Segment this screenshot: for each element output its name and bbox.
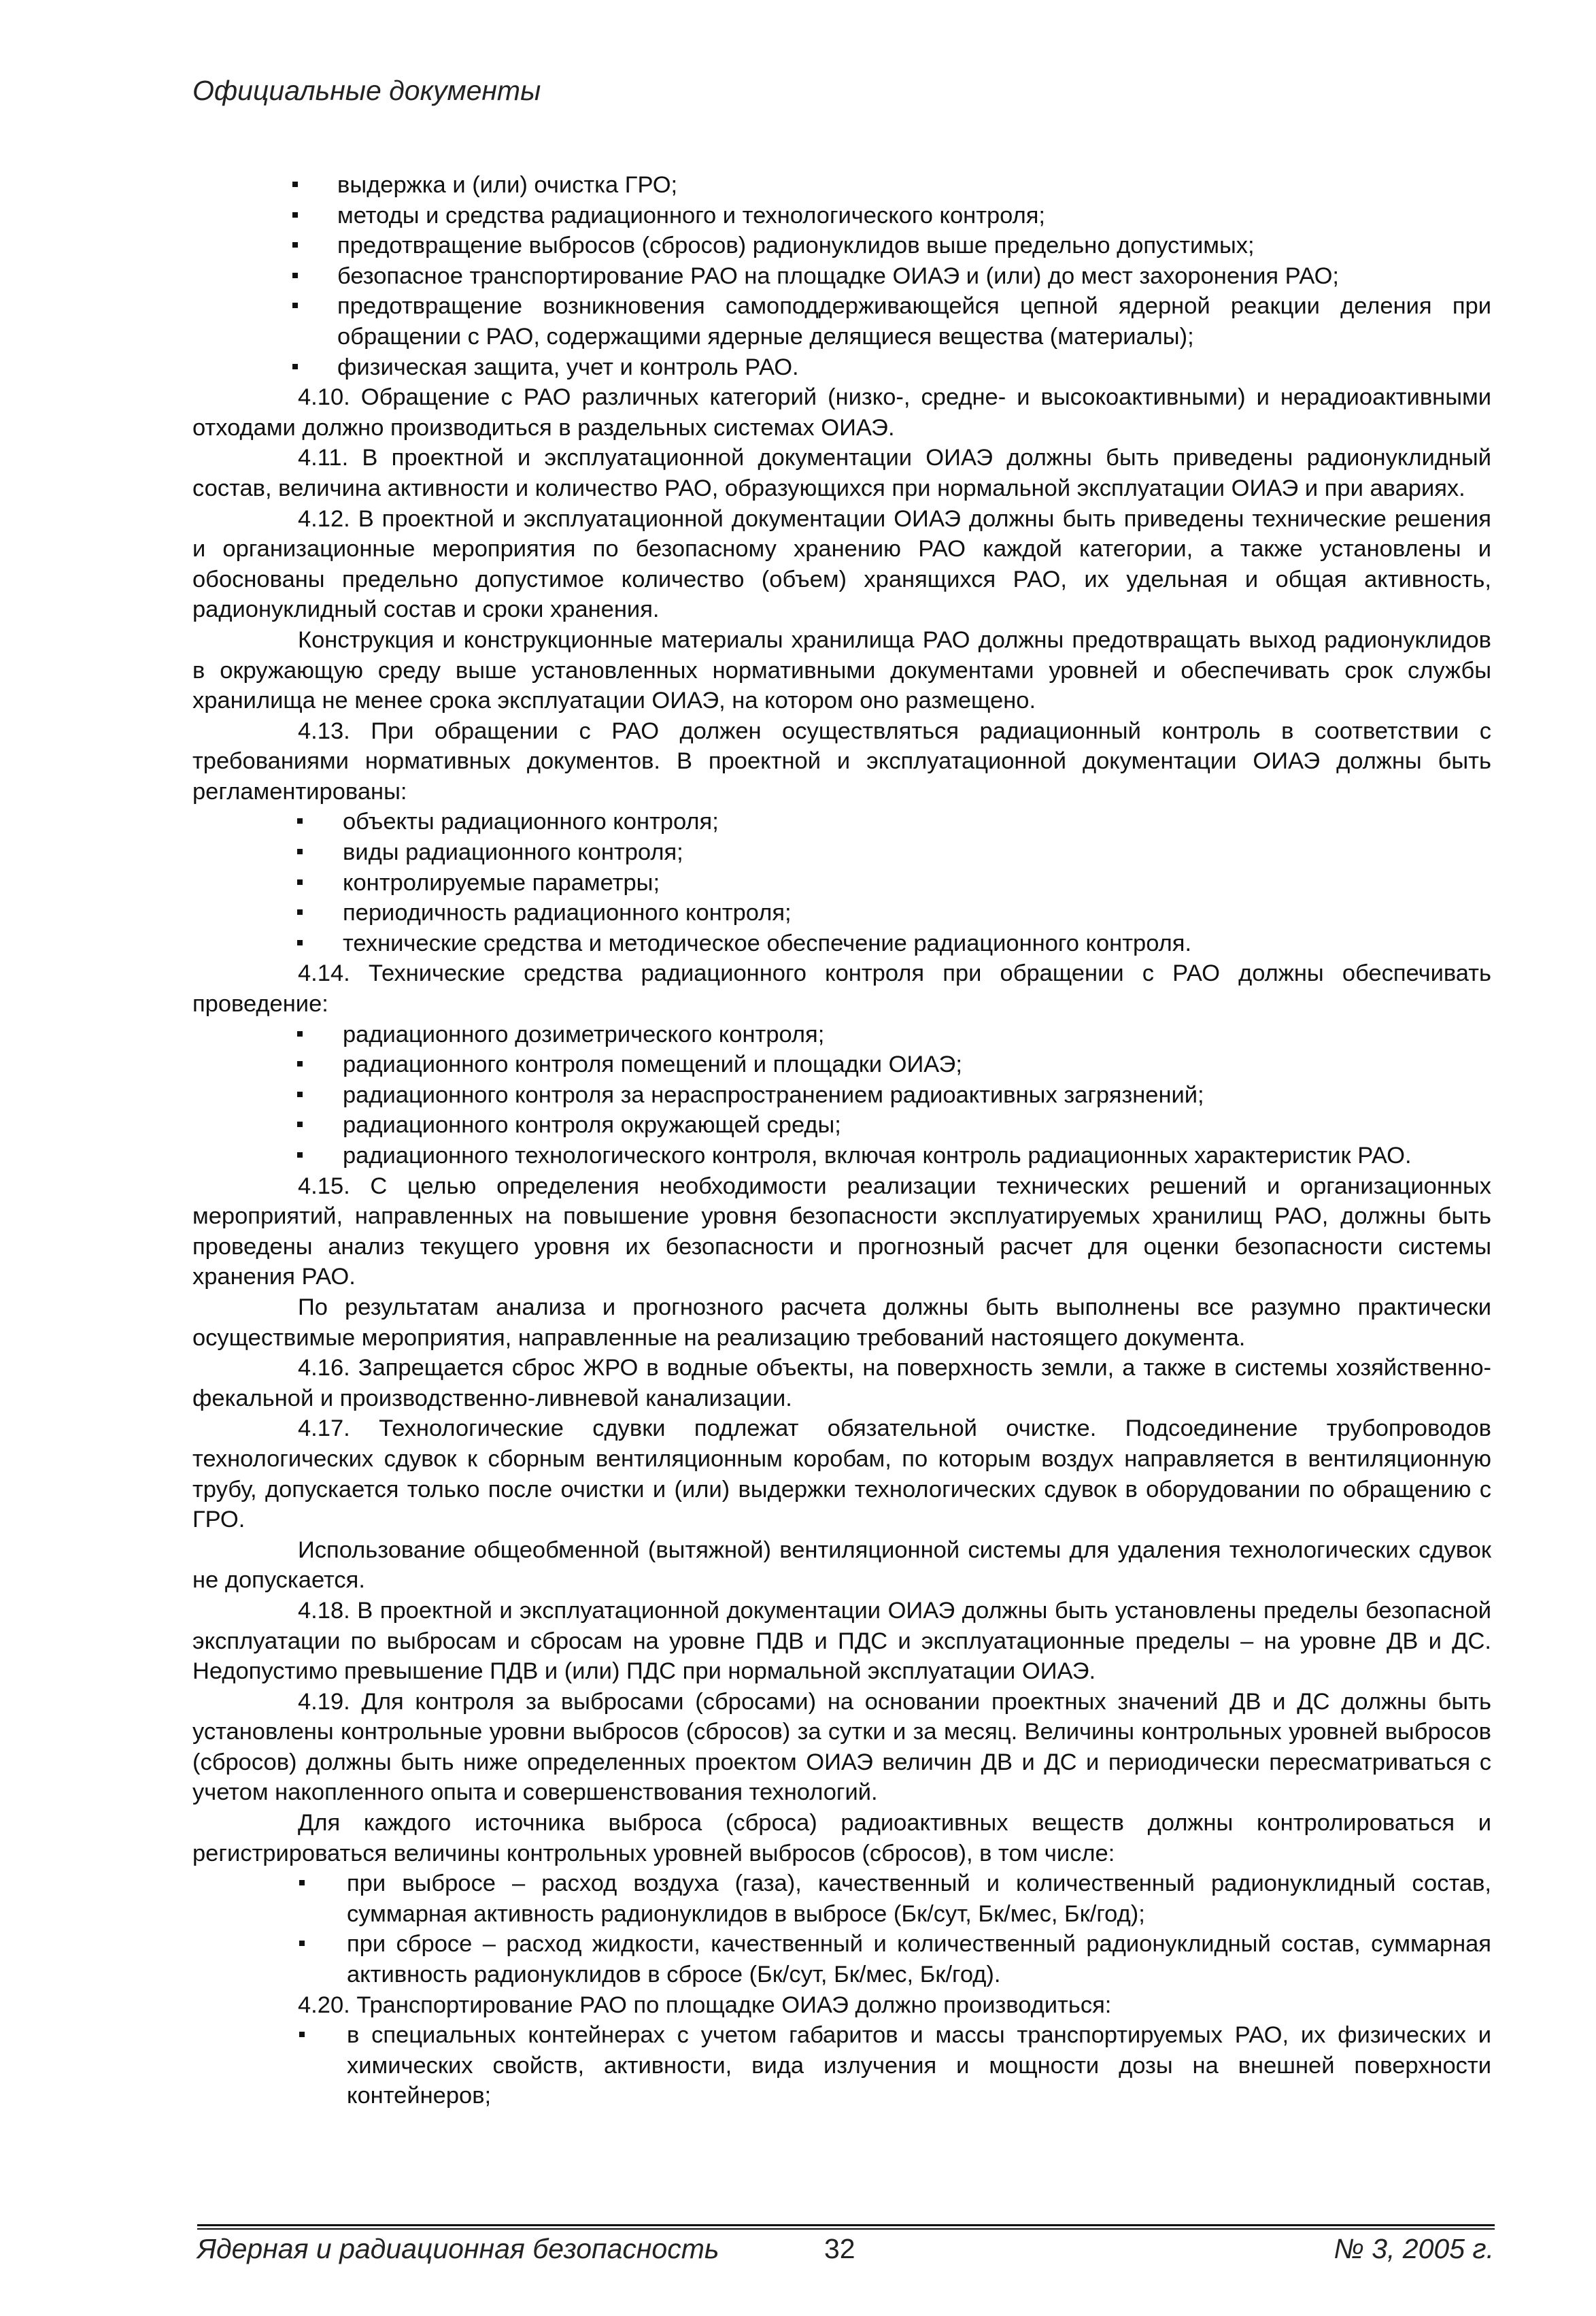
list-item: технические средства и методическое обеспечение радиационного контроля.	[192, 928, 1491, 959]
paragraph-4-20: 4.20. Транспортирование РАО по площадке ОИАЭ должно производиться:	[298, 1992, 1112, 2018]
page-number: 32	[824, 2233, 855, 2264]
paragraph-4-19-continued: Для каждого источника выброса (сброса) радиоактивных веществ должны контролироваться и регистрироваться величины контрольных уровней выбросов (сбросов), в том числе:	[192, 1810, 1491, 1866]
paragraph-4-10: 4.10. Обращение с РАО различных категорий (низко-, средне- и высокоактивными) и нерадиоактивными отходами должно производиться в раздельных системах ОИАЭ.	[192, 384, 1491, 441]
paragraph-4-11: 4.11. В проектной и эксплуатационной документации ОИАЭ должны быть приведены радионуклидный состав, величина активности и количество РАО, образующихся при нормальной эксплуатации ОИАЭ и при авариях.	[192, 445, 1491, 501]
list-item: радиационного дозиметрического контроля;	[192, 1020, 1491, 1050]
list-item: радиационного контроля помещений и площадки ОИАЭ;	[192, 1050, 1491, 1080]
list-item: безопасное транспортирование РАО на площадке ОИАЭ и (или) до мест захоронения РАО;	[192, 261, 1491, 292]
list-item: методы и средства радиационного и технологического контроля;	[192, 201, 1491, 231]
paragraph-4-16: 4.16. Запрещается сброс ЖРО в водные объекты, на поверхность земли, а также в системы хозяйственно-фекальной и производственно-ливневой канализации.	[192, 1355, 1491, 1411]
document-body	[192, 170, 1491, 2111]
paragraph-4-17-continued: Использование общеобменной (вытяжной) вентиляционной системы для удаления технологических сдувок не допускается.	[192, 1537, 1491, 1594]
list-item: радиационного контроля окружающей среды;	[192, 1110, 1491, 1141]
footer-journal-title: Ядерная и радиационная безопасность	[197, 2233, 719, 2264]
paragraph-4-15-continued: По результатам анализа и прогнозного расчета должны быть выполнены все разумно практически осуществимые мероприятия, направленные на реализацию требований настоящего документа.	[192, 1294, 1491, 1351]
footer-issue: № 3, 2005 г.	[1334, 2233, 1494, 2264]
list-item: предотвращение выбросов (сбросов) радионуклидов выше предельно допустимых;	[192, 231, 1491, 261]
list-item: выдержка и (или) очистка ГРО;	[192, 170, 1491, 201]
bullet-list-c	[192, 1020, 1491, 1171]
list-item: физическая защита, учет и контроль РАО.	[192, 352, 1491, 383]
bullet-list-d	[192, 1868, 1491, 1990]
footer-rule-thin	[197, 2228, 1495, 2230]
list-item: радиационного технологического контроля, включая контроль радиационных характеристик РАО.	[192, 1141, 1491, 1171]
list-item: радиационного контроля за нераспространением радиоактивных загрязнений;	[192, 1080, 1491, 1111]
list-item: в специальных контейнерах с учетом габаритов и массы транспортируемых РАО, их физических и химических свойств, активности, вида излучения и мощности дозы на внешней поверхности контейнеров;	[192, 2020, 1491, 2111]
list-item: предотвращение возникновения самоподдерживающейся цепной ядерной реакции деления при обращении с РАО, содержащими ядерные делящиеся вещества (материалы);	[192, 291, 1491, 352]
paragraph-4-15: 4.15. С целью определения необходимости реализации технических решений и организационных мероприятий, направленных на повышение уровня безопасности эксплуатируемых хранилищ РАО, должны быть проведены анализ текущего уровня их безопасности и прогнозный расчет для оценки безопасности системы хранения РАО.	[192, 1173, 1491, 1290]
list-item: объекты радиационного контроля;	[192, 807, 1491, 837]
paragraph-4-18: 4.18. В проектной и эксплуатационной документации ОИАЭ должны быть установлены пределы безопасной эксплуатации по выбросам и сбросам на уровне ПДВ и ПДС и эксплуатационные пределы – на уровне ДВ и ДС. Недопустимо превышение ПДВ и (или) ПДС при нормальной эксплуатации ОИАЭ.	[192, 1597, 1491, 1685]
list-item: контролируемые параметры;	[192, 868, 1491, 899]
bullet-list-a	[192, 170, 1491, 382]
list-item: виды радиационного контроля;	[192, 837, 1491, 868]
paragraph-4-19: 4.19. Для контроля за выбросами (сбросами) на основании проектных значений ДВ и ДС должны быть установлены контрольные уровни выбросов (сбросов) за сутки и за месяц. Величины контрольных уровней выбросов (сбросов) должны быть ниже определенных проектом ОИАЭ величин ДВ и ДС и периодически пересматриваться с учетом накопленного опыта и совершенствования технологий.	[192, 1688, 1491, 1806]
paragraph-4-12: 4.12. В проектной и эксплуатационной документации ОИАЭ должны быть приведены технические решения и организационные мероприятия по безопасному хранению РАО каждой категории, а также установлены и обоснованы предельно допустимое количество (объем) хранящихся РАО, их удельная и общая активность, радионуклидный состав и сроки хранения.	[192, 505, 1491, 623]
paragraph-4-17: 4.17. Технологические сдувки подлежат обязательной очистке. Подсоединение трубопроводов технологических сдувок к сборным вентиляционным коробам, по которым воздух направляется в вентиляционную трубу, допускается только после очистки и (или) выдержки технологических сдувок в оборудовании по обращению с ГРО.	[192, 1415, 1491, 1533]
list-item: при сбросе – расход жидкости, качественный и количественный радионуклидный состав, суммарная активность радионуклидов в сбросе (Бк/сут, Бк/мес, Бк/год).	[192, 1929, 1491, 1990]
paragraph-4-14: 4.14. Технические средства радиационного контроля при обращении с РАО должны обеспечивать проведение:	[192, 960, 1491, 1018]
list-item: периодичность радиационного контроля;	[192, 898, 1491, 928]
paragraph-4-13: 4.13. При обращении с РАО должен осуществляться радиационный контроль в соответствии с требованиями нормативных документов. В проектной и эксплуатационной документации ОИАЭ должны быть регламентированы:	[192, 718, 1491, 805]
bullet-list-b	[192, 807, 1491, 958]
paragraph-4-12-continued: Конструкция и конструкционные материалы хранилища РАО должны предотвращать выход радионуклидов в окружающую среду выше установленных нормативными документами уровней и обеспечивать срок службы хранилища не менее срока эксплуатации ОИАЭ, на котором оно размещено.	[192, 626, 1491, 714]
bullet-list-e	[192, 2020, 1491, 2111]
running-title: Официальные документы	[192, 75, 541, 106]
footer-rule	[197, 2224, 1495, 2226]
list-item: при выбросе – расход воздуха (газа), качественный и количественный радионуклидный состав, суммарная активность радионуклидов в выбросе (Бк/сут, Бк/мес, Бк/год);	[192, 1868, 1491, 1929]
